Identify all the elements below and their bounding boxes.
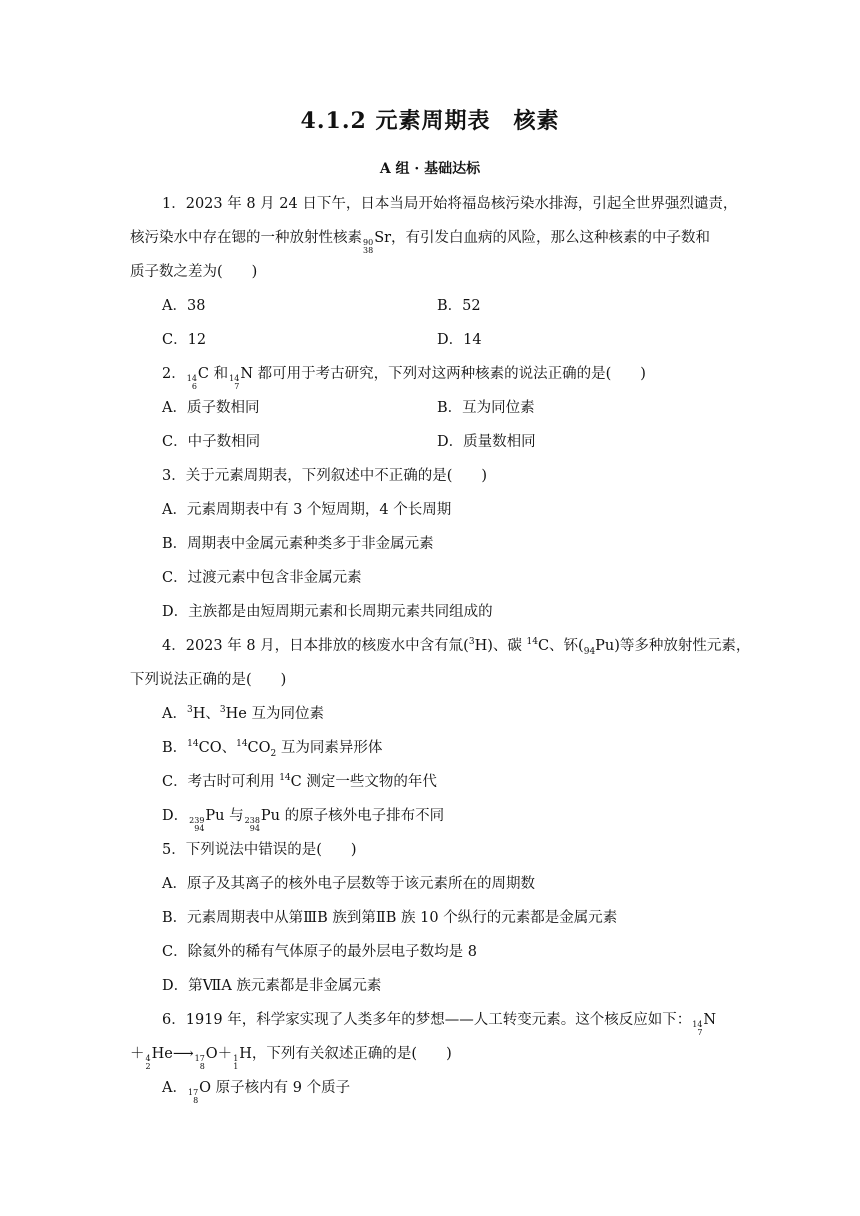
- element-symbol: O＋: [205, 1046, 233, 1062]
- atomic-number: 8: [199, 1062, 205, 1071]
- q2-option-b: B．互为同位素: [437, 400, 535, 416]
- mass-number: 1: [233, 1054, 239, 1063]
- q4-line1: [162, 636, 750, 656]
- mass-number: 4: [145, 1054, 151, 1063]
- q2-option-d: D．质量数相同: [437, 434, 536, 450]
- q2-number: 2．: [162, 366, 186, 382]
- atomic-number: 94: [583, 646, 596, 657]
- plus-sign: ＋: [130, 1046, 145, 1062]
- q1-option-d: D．14: [437, 332, 482, 348]
- q5-option-d: D．第ⅦA 族元素都是非金属元素: [162, 978, 382, 994]
- c14-nuclide: [187, 375, 197, 391]
- mass-number: 17: [194, 1054, 205, 1063]
- mass-number: 14: [526, 637, 538, 648]
- q4-text-b: H)、碳: [474, 638, 527, 654]
- q3-stem: 3．关于元素周期表，下列叙述中不正确的是( ): [162, 468, 488, 484]
- option-text: 互为同素异形体: [276, 740, 383, 756]
- q5-stem: 5．下列说法中错误的是( ): [162, 842, 357, 858]
- page-title: 4.1.2 元素周期表 核素: [300, 108, 560, 134]
- option-text: Pu 的原子核外电子排布不同: [260, 808, 445, 824]
- sr-nuclide: [363, 239, 373, 255]
- n14-nuclide: [229, 375, 239, 391]
- q2-stem: [162, 364, 646, 391]
- atomic-number: 94: [249, 824, 260, 833]
- q3-option-d: D．主族都是由短周期元素和长周期元素共同组成的: [162, 604, 493, 620]
- q1-option-b: B．52: [437, 298, 481, 314]
- mass-number: 3: [468, 637, 475, 648]
- option-label: A．: [162, 706, 187, 722]
- atomic-number: 38: [363, 246, 374, 255]
- section-heading: A 组 · 基础达标: [379, 161, 481, 177]
- he4-nuclide: [146, 1055, 151, 1071]
- option-text: C．考古时可利用: [162, 774, 280, 790]
- mass-number: 3: [219, 705, 226, 716]
- q6-line2: [130, 1044, 452, 1071]
- option-label: B．: [162, 740, 188, 756]
- option-text: O 原子核内有 9 个质子: [199, 1080, 351, 1096]
- q1-line2: [130, 228, 710, 255]
- mass-number: 14: [236, 739, 248, 750]
- q4-line2: 下列说法正确的是( ): [130, 672, 287, 688]
- q1-line3: 质子数之差为( ): [130, 264, 258, 280]
- q4-text-c: C、钚(: [537, 638, 584, 654]
- q4-text-a: 4．2023 年 8 月，日本排放的核废水中含有氚(: [162, 638, 469, 654]
- q6-text: 6．1919 年，科学家实现了人类多年的梦想——人工转变元素。这个核反应如下：: [162, 1012, 692, 1028]
- option-text: C 测定一些文物的年代: [290, 774, 437, 790]
- mass-number: 238: [244, 816, 260, 825]
- o17-nuclide: [195, 1055, 205, 1071]
- option-text: CO、: [198, 740, 237, 756]
- q4-option-b: [162, 738, 382, 758]
- q3-option-c: C．过渡元素中包含非金属元素: [162, 570, 362, 586]
- q1-text-b: Sr，有引发白血病的风险，那么这种核素的中子数和: [374, 230, 711, 246]
- q4-text-d: Pu)等多种放射性元素，: [595, 638, 751, 654]
- q5-option-a: A．原子及其离子的核外电子层数等于该元素所在的周期数: [162, 876, 535, 892]
- mass-number: 14: [692, 1020, 703, 1029]
- atomic-number: 7: [697, 1028, 703, 1037]
- q6-text: H，下列有关叙述正确的是( ): [239, 1046, 452, 1062]
- mass-number: 17: [187, 1088, 199, 1097]
- option-text: H、: [192, 706, 220, 722]
- mass-number: 90: [363, 238, 374, 247]
- atomic-number: 2: [145, 1062, 151, 1071]
- pu239-nuclide: [189, 817, 204, 833]
- atomic-number: 1: [233, 1062, 239, 1071]
- q2-text-b: N 都可用于考古研究，下列对这两种核素的说法正确的是( ): [240, 366, 646, 382]
- mass-number: 239: [189, 816, 205, 825]
- mass-number: 14: [229, 374, 240, 383]
- option-label: D．: [162, 808, 189, 824]
- subscript: 2: [270, 748, 277, 759]
- mass-number: 14: [187, 739, 199, 750]
- mass-number: 14: [186, 374, 197, 383]
- option-text: CO: [247, 740, 271, 756]
- q4-option-c: [162, 772, 437, 792]
- q2-option-a: A．质子数相同: [162, 400, 260, 416]
- q3-option-a: A．元素周期表中有 3 个短周期，4 个长周期: [162, 502, 452, 518]
- q5-option-b: B．元素周期表中从第ⅢB 族到第ⅡB 族 10 个纵行的元素都是金属元素: [162, 910, 618, 926]
- q1-option-a: A．38: [162, 298, 206, 314]
- q2-option-c: C．中子数相同: [162, 434, 261, 450]
- mass-number: 14: [279, 773, 291, 784]
- q6-line1: [162, 1010, 716, 1037]
- mass-number: 3: [186, 705, 193, 716]
- q4-option-a: [162, 704, 324, 724]
- n14-nuclide: [692, 1021, 702, 1037]
- pu238-nuclide: [245, 817, 260, 833]
- q1-option-c: C．12: [162, 332, 207, 348]
- atomic-number: 8: [193, 1096, 199, 1105]
- element-symbol: He⟶: [151, 1046, 194, 1062]
- atomic-number: 94: [194, 824, 205, 833]
- h1-nuclide: [233, 1055, 238, 1071]
- q4-option-d: [162, 806, 444, 833]
- q1-text-a: 核污染水中存在锶的一种放射性核素: [130, 230, 362, 246]
- option-label: A．: [162, 1080, 187, 1096]
- element-symbol: N: [703, 1012, 717, 1028]
- q6-option-a: [162, 1078, 350, 1105]
- atomic-number: 7: [234, 382, 240, 391]
- q1-line1: 1．2023 年 8 月 24 日下午，日本当局开始将福岛核污染水排海，引起全世界强烈谴责，: [162, 196, 738, 212]
- q5-option-c: C．除氦外的稀有气体原子的最外层电子数均是 8: [162, 944, 477, 960]
- o17-nuclide: [188, 1089, 198, 1105]
- option-text: He 互为同位素: [225, 706, 324, 722]
- option-text: Pu 与: [205, 808, 244, 824]
- q2-text-a: C 和: [197, 366, 229, 382]
- atomic-number: 6: [191, 382, 197, 391]
- q3-option-b: B．周期表中金属元素种类多于非金属元素: [162, 536, 434, 552]
